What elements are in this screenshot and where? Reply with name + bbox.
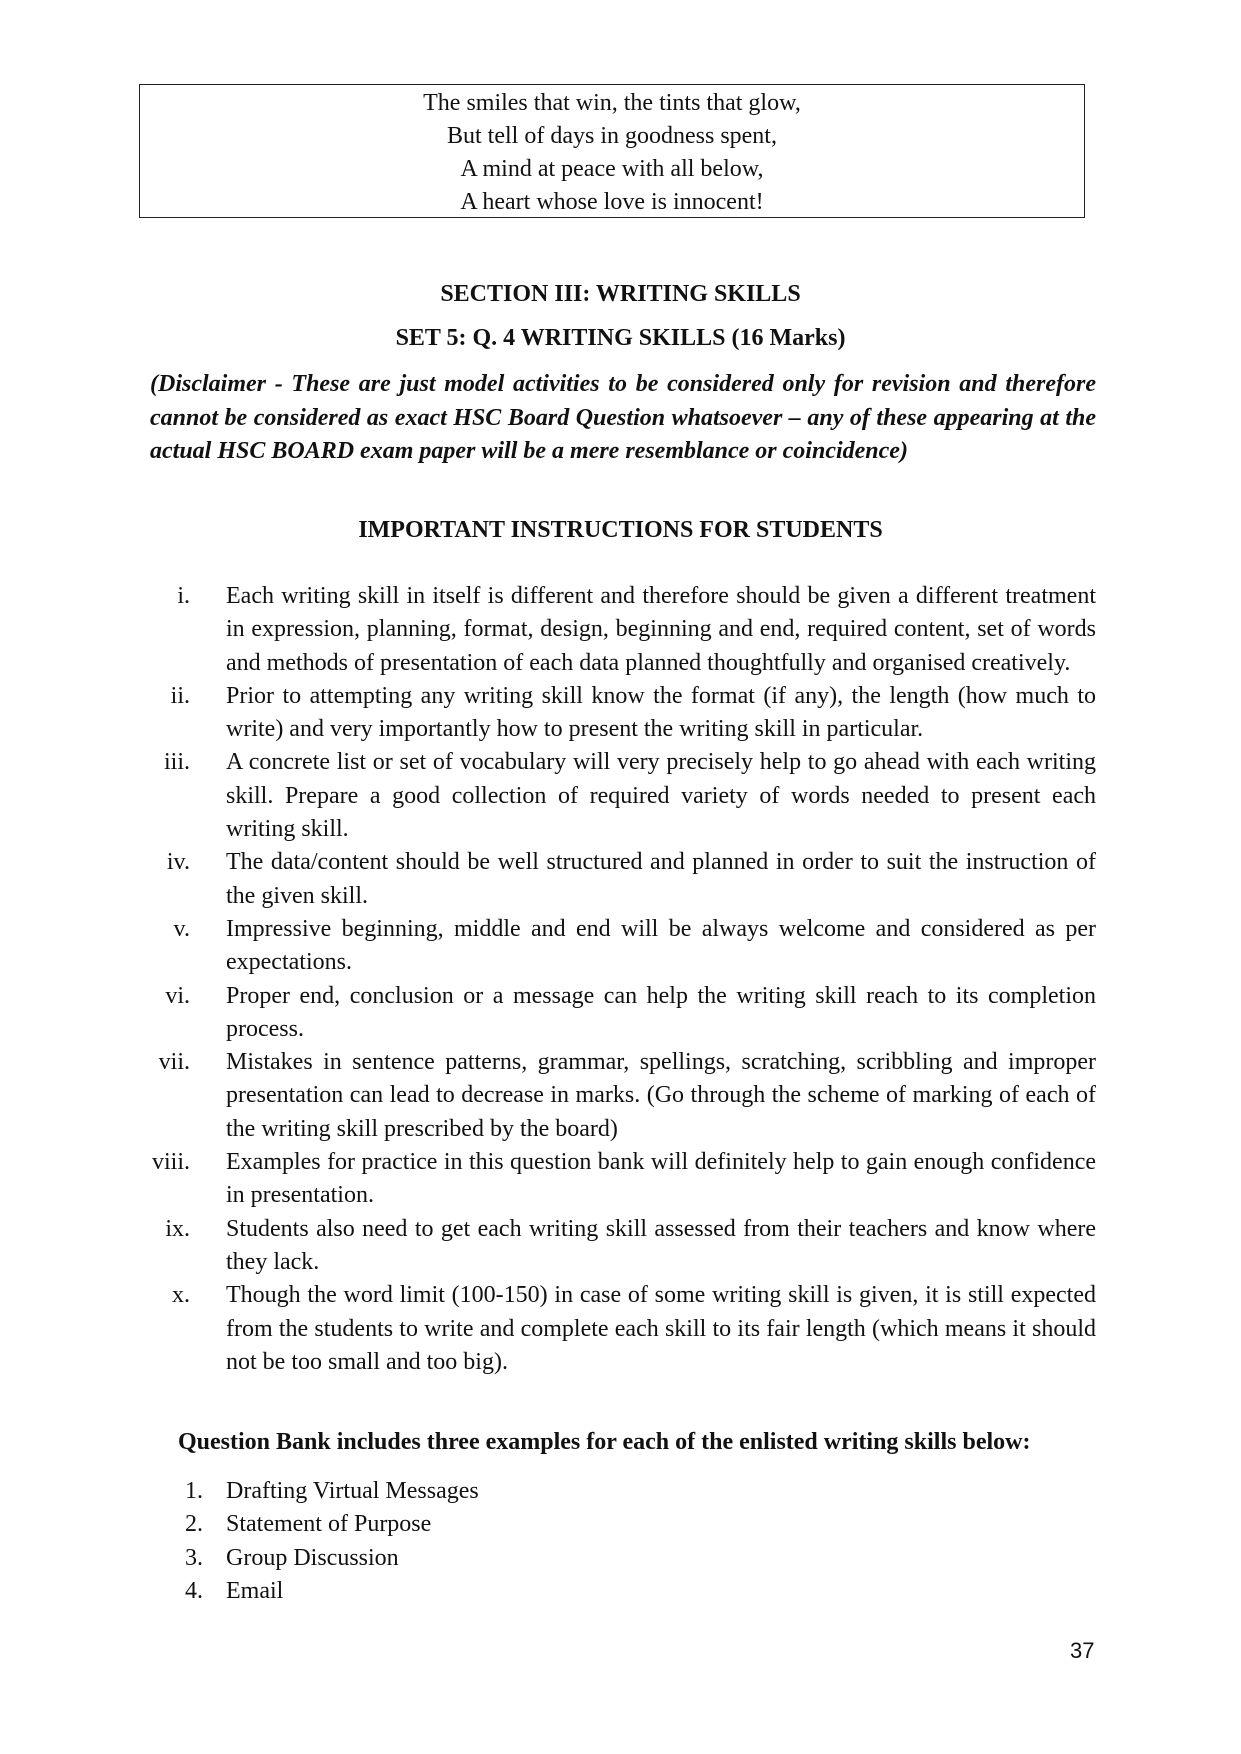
instruction-text: Mistakes in sentence patterns, grammar, spellings, scratching, scribbling and improper presentation can lead to decrease in marks. (Go through the scheme of marking of each of the writing skill prescribed by the board) [226,1049,1096,1142]
skill-number: 1. [185,1478,203,1504]
instruction-text: Prior to attempting any writing skill know the format (if any), the length (how much to write) and very importantly how to present the writing skill in particular. [226,682,1096,743]
instruction-number: vi. [165,982,190,1009]
instruction-text: Students also need to get each writing skill assessed from their teachers and know where they lack. [226,1215,1096,1275]
section-title: SECTION III: WRITING SKILLS [440,281,801,307]
page-number: 37 [1070,1638,1095,1663]
instruction-number: v. [173,915,190,942]
instruction-item [0,746,1241,846]
instruction-number: ix. [165,1215,190,1242]
poem-line: But tell of days in goodness spent, [447,123,777,149]
skill-item [0,1475,600,1508]
disclaimer: (Disclaimer - These are just model activities to be considered only for revision and therefore cannot be considered as exact HSC Board Question whatsoever – any of these appearing at the actual HSC BOARD exam paper will be a mere resemblance or coincidence) [150,371,1096,464]
question-bank-title: Question Bank includes three examples for each of the enlisted writing skills below: [178,1429,1031,1455]
instruction-number: i. [177,583,190,609]
instruction-item [0,980,1241,1047]
instruction-item [0,580,1241,680]
instruction-text: Though the word limit (100-150) in case of some writing skill is given, it is still expected from the students to write and complete each skill to its fair length (which means it should not be too small and too big). [226,1282,1096,1375]
skill-text: Group Discussion [226,1544,399,1571]
poem-box [139,84,1085,218]
instruction-item [0,913,1241,980]
skill-number: 2. [185,1511,203,1538]
instruction-number: ii. [170,682,190,709]
skill-number: 3. [185,1544,203,1571]
instruction-text: A concrete list or set of vocabulary will very precisely help to go ahead with each writing skill. Prepare a good collection of required variety of words needed to present each writing skill. [226,749,1096,843]
instructions-list [0,580,1241,1379]
skill-number: 4. [185,1577,203,1604]
poem-line: The smiles that win, the tints that glow, [423,90,801,116]
instruction-text: Each writing skill in itself is different and therefore should be given a different treatment in expression, planning, format, design, beginning and end, required content, set of words and methods of presentation of each data planned thoughtfully and organised creatively. [226,583,1096,676]
instruction-item [0,1046,1241,1146]
instruction-item [0,1279,1241,1379]
instruction-item [0,846,1241,913]
skills-list [0,1475,600,1608]
instruction-number: iv. [166,849,190,876]
instruction-item [0,1213,1241,1280]
skill-item [0,1542,600,1575]
skill-item [0,1508,600,1541]
skill-text: Drafting Virtual Messages [226,1478,479,1504]
instruction-text: Examples for practice in this question bank will definitely help to gain enough confidence in presentation. [226,1149,1096,1209]
instruction-number: x. [172,1282,190,1309]
instruction-text: The data/content should be well structured and planned in order to suit the instruction of the given skill. [226,849,1096,909]
instruction-item [0,680,1241,747]
instruction-text: Impressive beginning, middle and end will be always welcome and considered as per expectations. [226,915,1096,976]
poem-line: A mind at peace with all below, [460,156,764,182]
skill-text: Statement of Purpose [226,1511,432,1538]
instructions-title: IMPORTANT INSTRUCTIONS FOR STUDENTS [358,517,883,543]
instruction-item [0,1146,1241,1213]
instruction-number: vii. [158,1049,190,1076]
poem-line: A heart whose love is innocent! [460,189,764,215]
instruction-text: Proper end, conclusion or a message can help the writing skill reach to its completion process. [226,982,1096,1042]
instruction-number: viii. [151,1149,190,1176]
set-title: SET 5: Q. 4 WRITING SKILLS (16 Marks) [395,325,846,351]
skill-item [0,1575,600,1608]
skill-text: Email [226,1577,284,1604]
instruction-number: iii. [163,749,190,776]
